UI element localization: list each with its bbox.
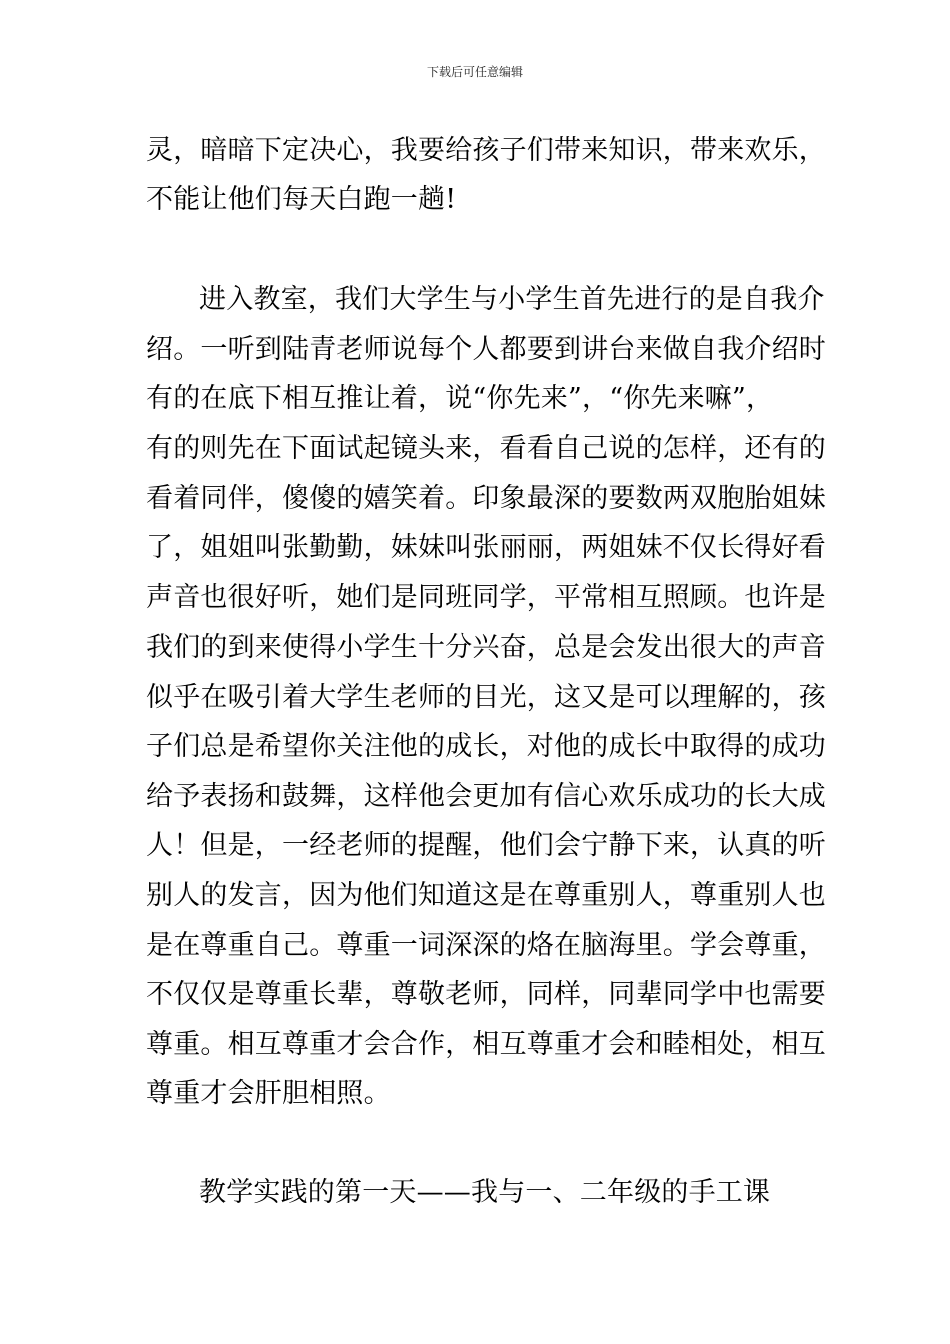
paragraph-line: 绍。一听到陆青老师说每个人都要到讲台来做自我介绍时 [146,334,826,365]
paragraph-line: 是在尊重自己。尊重一词深深的烙在脑海里。学会尊重， [146,930,826,961]
paragraph-line: 我们的到来使得小学生十分兴奋，总是会发出很大的声音 [146,632,826,663]
paragraph-line: 灵，暗暗下定决心，我要给孩子们带来知识，带来欢乐， [146,135,826,166]
paragraph-line: 尊重才会肝胆相照。 [146,1078,391,1109]
paragraph-line: 有的则先在下面试起镜头来，看看自己说的怎样，还有的 [146,433,826,464]
paragraph-line: 看着同伴，傻傻的嬉笑着。印象最深的要数两双胞胎姐妹 [146,483,826,514]
paragraph-line: 给予表扬和鼓舞，这样他会更加有信心欢乐成功的长大成 [146,781,826,812]
section-heading: 教学实践的第一天——我与一、二年级的手工课 [199,1177,771,1208]
paragraph-line: 尊重。相互尊重才会合作，相互尊重才会和睦相处，相互 [146,1029,826,1060]
paragraph-line: 不能让他们每天白跑一趟! [146,184,457,215]
paragraph-line: 进入教室，我们大学生与小学生首先进行的是自我介 [199,284,825,315]
paragraph-line: 有的在底下相互推让着，说“你先来”，“你先来嘛”， [146,383,774,414]
paragraph-line: 人！但是，一经老师的提醒，他们会宁静下来，认真的听 [146,830,826,861]
paragraph-line: 不仅仅是尊重长辈，尊敬老师，同样，同辈同学中也需要 [146,979,826,1010]
header-note: 下载后可任意编辑 [426,65,523,79]
paragraph-line: 了，姐姐叫张勤勤，妹妹叫张丽丽，两姐妹不仅长得好看 [146,532,826,563]
paragraph-line: 子们总是希望你关注他的成长，对他的成长中取得的成功 [146,731,826,762]
paragraph-line: 声音也很好听，她们是同班同学，平常相互照顾。也许是 [146,582,826,613]
paragraph-line: 似乎在吸引着大学生老师的目光，这又是可以理解的，孩 [146,682,826,713]
paragraph-line: 别人的发言，因为他们知道这是在尊重别人，尊重别人也 [146,880,826,911]
